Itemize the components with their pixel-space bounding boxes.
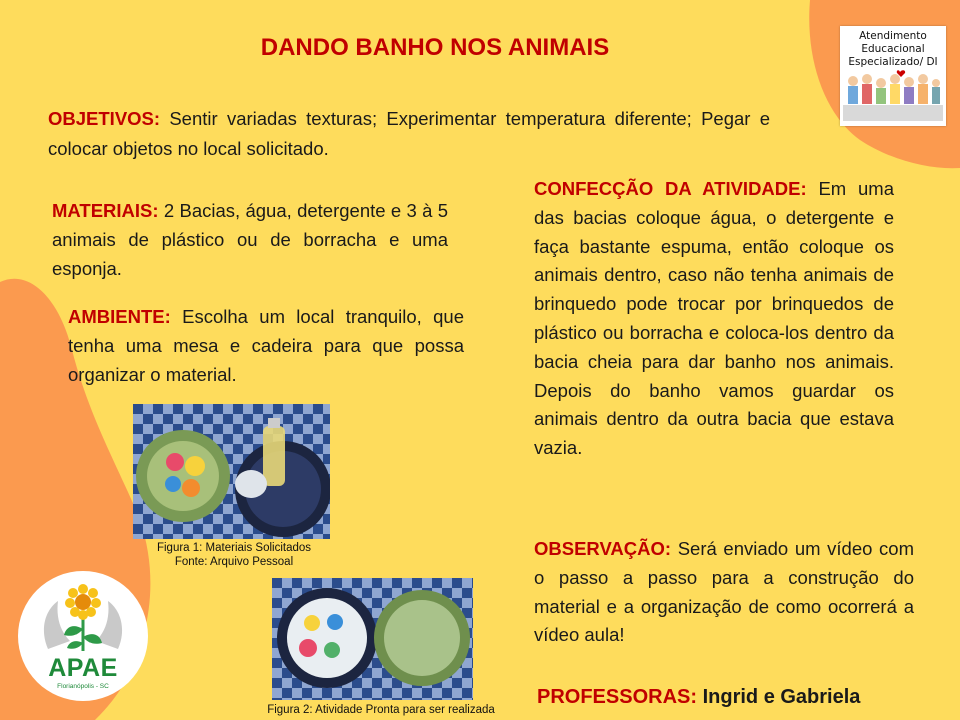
figura1-caption: Figura 1: Materiais Solicitados (156, 542, 312, 554)
professoras-label: PROFESSORAS: (537, 686, 698, 708)
objetivos-text: Sentir variadas texturas; Experimentar temperatura diferente; Pegar e colocar objetos no local solicitado. (48, 108, 771, 159)
apae-logo-city: Florianópolis - SC (57, 683, 109, 690)
observacao-label: OBSERVAÇÃO: (534, 538, 672, 559)
professoras-line (537, 686, 860, 709)
aee-logo-line2: Educacional (861, 43, 925, 55)
materiais-label: MATERIAIS: (52, 200, 159, 221)
aee-logo-line3: Especializado/ DI (848, 56, 938, 68)
apae-flower-hands-icon (18, 571, 148, 661)
observacao-paragraph (534, 535, 914, 650)
aee-logo-children-illustration (843, 69, 943, 121)
materiais-paragraph (52, 196, 448, 283)
confeccao-text: Em uma das bacias coloque água, o detergente e faça bastante espuma, então coloque os animais dentro, caso não tenha animais de brinquedo pode trocar por brinquedos de plástico ou borracha e coloca-los dentro da bacia cheia para dar banho nos animais. Depois do banho vamos guardar os animais dentro da outra bacia que estava vazia. (534, 178, 894, 459)
figura2-photo (272, 578, 473, 700)
objetivos-paragraph (48, 104, 770, 164)
figura1-photo-illustration (133, 404, 330, 539)
apae-logo-name: APAE (48, 654, 118, 682)
objetivos-label: OBJETIVOS: (48, 108, 161, 129)
ambiente-paragraph (68, 302, 464, 389)
confeccao-label: CONFECÇÃO DA ATIVIDADE: (534, 178, 807, 199)
materiais-text: 2 Bacias, água, detergente e 3 à 5 animais de plástico ou de borracha e uma esponja. (52, 200, 448, 279)
apae-logo (18, 571, 148, 701)
page-title: DANDO BANHO NOS ANIMAIS (260, 34, 610, 61)
professoras-names: Ingrid e Gabriela (702, 686, 861, 708)
figura1-source: Fonte: Arquivo Pessoal (174, 556, 294, 568)
figura2-caption: Figura 2: Atividade Pronta para ser realizada (267, 704, 495, 716)
figura1-photo (133, 404, 330, 539)
ambiente-label: AMBIENTE: (68, 306, 171, 327)
figura1-caption-block (136, 542, 332, 568)
confeccao-paragraph (534, 175, 894, 463)
ambiente-text: Escolha um local tranquilo, que tenha uma mesa e cadeira para que possa organizar o material. (68, 306, 464, 385)
aee-logo-line1: Atendimento (859, 30, 927, 42)
observacao-text: Será enviado um vídeo com o passo a passo para a construção do material e a organização de como ocorrerá a vídeo aula! (534, 538, 914, 646)
aee-logo (840, 26, 946, 126)
figura2-photo-illustration (272, 578, 473, 700)
